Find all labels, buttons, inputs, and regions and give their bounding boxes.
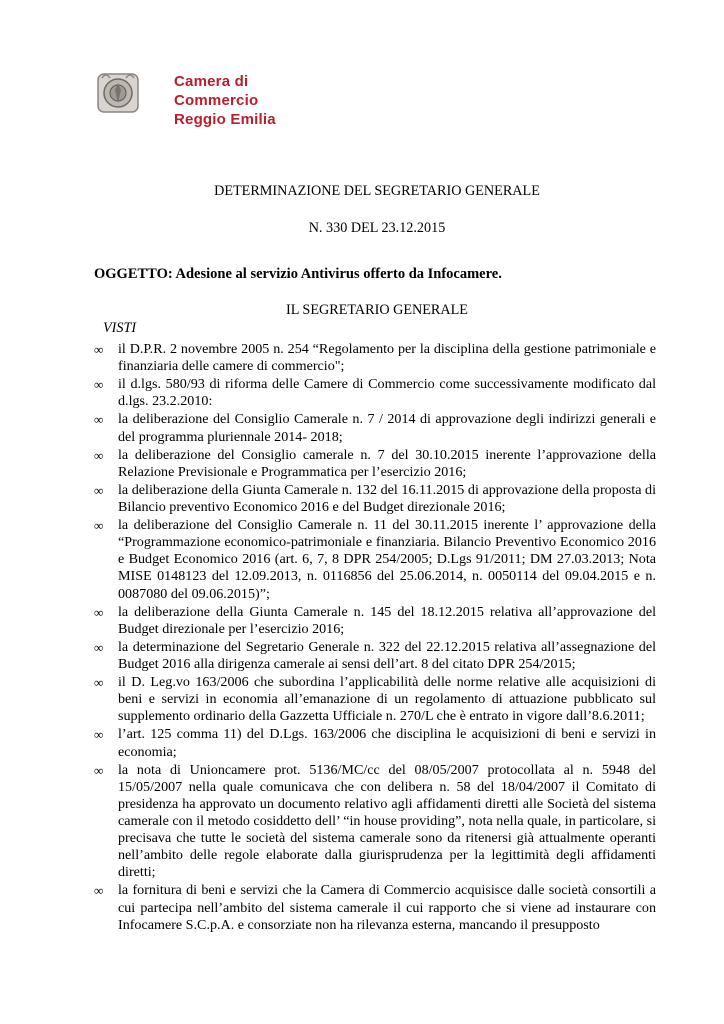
infinity-bullet-icon: ∞ [94,377,104,393]
infinity-bullet-icon: ∞ [94,639,104,655]
infinity-bullet-icon: ∞ [94,518,104,534]
list-item-text: la deliberazione del Consiglio camerale n. 7 del 30.10.2015 inerente l’approvazione della Relazione Previsionale e Programmatica per l’esercizio 2016; [118,446,656,480]
chamber-seal-icon [96,70,140,116]
document-title: DETERMINAZIONE DEL SEGRETARIO GENERALE [214,183,540,199]
list-item-text: la deliberazione del Consiglio Camerale n. 7 / 2014 di approvazione degli indirizzi generali e del programma pluriennale 2014- 2018; [118,411,656,445]
list-item [94,726,656,760]
list-item [94,517,656,602]
list-item-text: la fornitura di beni e servizi che la Camera di Commercio acquisisce dalle società consortili a cui partecipa nell’ambito del sistema camerale il cui rapporto che si viene ad instaurare con Infocamere S.C.p.A. e consorziate non ha rilevanza esterna, mancando il presupposto [118,882,656,933]
org-line-1: Camera di Commercio [174,73,259,109]
list-item [94,411,656,445]
list-item-text: la nota di Unioncamere prot. 5136/MC/cc del 08/05/2007 protocollata al n. 5948 del 15/05/2007 nella quale comunicava che con delibera n. 58 del 18/04/2007 il Comitato di presidenza ha approvato un documento relativo agli affidamenti diretti alle Società del sistema camerale con il metodo cosiddetto dell’ “in house providing”, nota nella quale, in particolare, si precisava che tutte le società del sistema camerale sono da ritenersi già attualmente operanti nell’ambito delle regole elaborate dalla giurisprudenza per la legittimità degli affidamenti diretti; [118,761,656,881]
list-item-text: la deliberazione del Consiglio Camerale n. 11 del 30.11.2015 inerente l’ approvazione della “Programmazione economico-patrimoniale e finanziaria. Bilancio Preventivo Economico 2016 e Budget Economico 2016 (art. 6, 7, 8 DPR 254/2005; D.Lgs 91/2011; DM 27.03.2013; Nota MISE 0148123 del 12.09.2013, n. 0116856 del 25.06.2014, n. 0050114 del 09.04.2015 e n. 0087080 del 09.06.2015)”; [118,517,656,602]
infinity-bullet-icon: ∞ [94,482,104,498]
organization-name [174,72,314,129]
list-item-text: l’art. 125 comma 11) del D.Lgs. 163/2006 che disciplina le acquisizioni di beni e servizi in economia; [118,726,656,760]
list-item [94,376,656,410]
infinity-bullet-icon: ∞ [94,762,104,778]
list-item [94,447,656,481]
visti-list [94,341,656,935]
list-item [94,762,656,882]
document-number: N. 330 DEL 23.12.2015 [308,220,446,236]
infinity-bullet-icon: ∞ [94,727,104,743]
list-item-text: il D. Leg.vo 163/2006 che subordina l’applicabilità delle norme relative alle acquisizioni di beni e servizi in economia all’emanazione di un regolamento di attuazione pubblicato sul supplemento ordinario della Gazzetta Ufficiale n. 270/L che è entrato in vigore dall’8.6.2011; [118,674,656,725]
list-item [94,482,656,516]
infinity-bullet-icon: ∞ [94,604,104,620]
infinity-bullet-icon: ∞ [94,883,104,899]
list-item [94,674,656,725]
infinity-bullet-icon: ∞ [94,342,104,357]
list-item-text: la determinazione del Segretario Generale n. 322 del 22.12.2015 relativa all’assegnazione del Budget 2016 alla dirigenza camerale ai sensi dell’art. 8 del citato DPR 254/2015; [118,638,656,673]
list-item [94,882,656,933]
list-item-text: la deliberazione della Giunta Camerale n. 145 del 18.12.2015 relativa all’approvazione del Budget direzionale per l’esercizio 2016; [118,603,656,637]
infinity-bullet-icon: ∞ [94,447,104,463]
header-logo [94,68,314,128]
infinity-bullet-icon: ∞ [94,412,104,428]
list-item-text: la deliberazione della Giunta Camerale n. 132 del 16.11.2015 di approvazione della proposta di Bilancio preventivo Economico 2016 e del Budget direzionale 2016; [118,481,656,516]
subject-line: OGGETTO: Adesione al servizio Antivirus offerto da Infocamere. [94,266,502,282]
list-item [94,604,656,638]
list-item [94,639,656,673]
org-line-2: Reggio Emilia [174,111,276,128]
list-item-text: il d.lgs. 580/93 di riforma delle Camere di Commercio come successivamente modificato dal d.lgs. 23.2.2010: [118,376,656,410]
list-item [94,341,656,375]
infinity-bullet-icon: ∞ [94,675,104,691]
list-item-text: il D.P.R. 2 novembre 2005 n. 254 “Regolamento per la disciplina della gestione patrimoniale e finanziaria delle camere di commercio"; [118,341,656,375]
section-heading: IL SEGRETARIO GENERALE [286,302,468,318]
visti-label: VISTI [103,320,137,336]
